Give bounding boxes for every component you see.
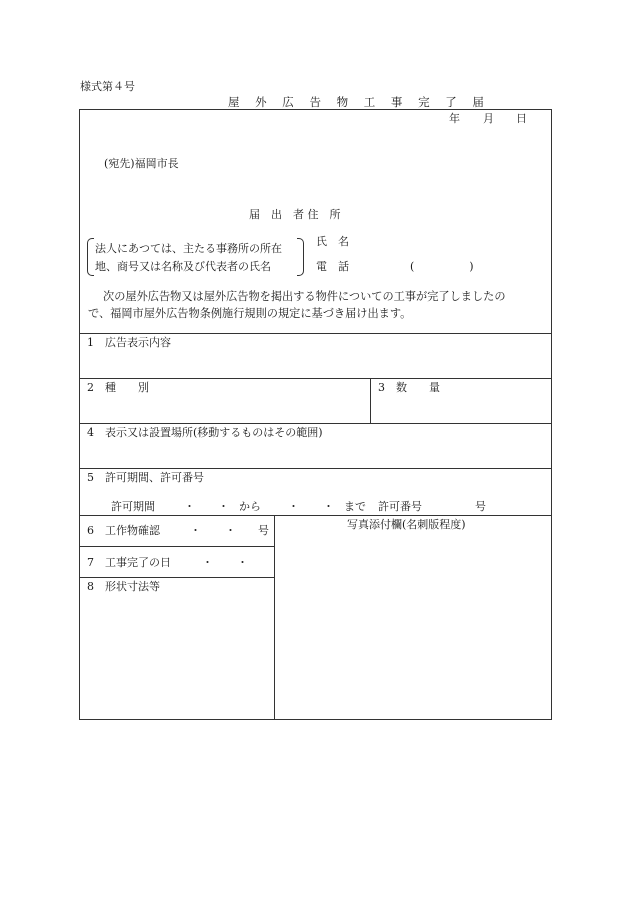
section-completion-date: 7 工事完了の日 xyxy=(87,556,171,569)
permit-number-label: 許可番号 xyxy=(378,500,422,513)
corporate-note-line1: 法人にあつては、主たる事務所の所在 xyxy=(95,242,282,255)
date-month: 月 xyxy=(483,112,494,125)
photo-attachment-label: 写真添付欄(名刺版程度) xyxy=(347,518,466,531)
permit-dot-1: ・ xyxy=(184,500,195,513)
divider-2 xyxy=(79,378,552,379)
divider-3 xyxy=(79,423,552,424)
section-quantity: 3 数 量 xyxy=(378,381,440,394)
permit-dot-4: ・ xyxy=(323,500,334,513)
date-day: 日 xyxy=(516,112,527,125)
form-number: 様式第４号 xyxy=(80,80,135,93)
section-ad-content: 1 広告表示内容 xyxy=(87,336,171,349)
permit-until: まで xyxy=(344,500,366,513)
applicant-phone-field: ( ) xyxy=(410,260,474,273)
structure-dot-1: ・ xyxy=(190,524,201,537)
permit-number-suffix: 号 xyxy=(475,500,486,513)
section-type: 2 種 別 xyxy=(87,381,149,394)
section-structure-check: 6 工作物確認 xyxy=(87,524,160,537)
section-permit: 5 許可期間、許可番号 xyxy=(87,471,204,484)
divider-5 xyxy=(79,515,552,516)
section-dimensions: 8 形状寸法等 xyxy=(87,580,160,593)
addressee: (宛先)福岡市長 xyxy=(104,157,179,170)
divider-4 xyxy=(79,468,552,469)
applicant-name-label: 氏 名 xyxy=(316,235,349,248)
permit-dot-3: ・ xyxy=(288,500,299,513)
applicant-address-label: 届 出 者 住 所 xyxy=(249,208,341,221)
completion-dot-2: ・ xyxy=(237,556,248,569)
structure-number-suffix: 号 xyxy=(258,524,269,537)
permit-dot-2: ・ xyxy=(218,500,229,513)
date-year: 年 xyxy=(449,112,460,125)
completion-dot-1: ・ xyxy=(202,556,213,569)
left-bracket xyxy=(87,238,94,276)
divider-6 xyxy=(79,546,274,547)
form-frame xyxy=(79,109,552,720)
permit-from: から xyxy=(239,500,261,513)
section-location: 4 表示又は設置場所(移動するものはその範囲) xyxy=(87,426,323,439)
divider-1 xyxy=(79,333,552,334)
divider-type-quantity xyxy=(370,378,371,423)
form-title: 屋 外 広 告 物 工 事 完 了 届 xyxy=(228,95,490,109)
corporate-note-line2: 地、商号又は名称及び代表者の氏名 xyxy=(95,260,271,273)
divider-7 xyxy=(79,577,274,578)
right-bracket xyxy=(297,238,304,276)
divider-photo xyxy=(274,515,275,720)
structure-dot-2: ・ xyxy=(225,524,236,537)
body-text-line2: で、福岡市屋外広告物条例施行規則の規定に基づき届け出ます。 xyxy=(88,307,412,320)
permit-period-label: 許可期間 xyxy=(111,500,155,513)
body-text-line1: 次の屋外広告物又は屋外広告物を掲出する物件についての工事が完了しましたの xyxy=(103,290,506,303)
applicant-phone-label: 電 話 xyxy=(316,260,349,273)
